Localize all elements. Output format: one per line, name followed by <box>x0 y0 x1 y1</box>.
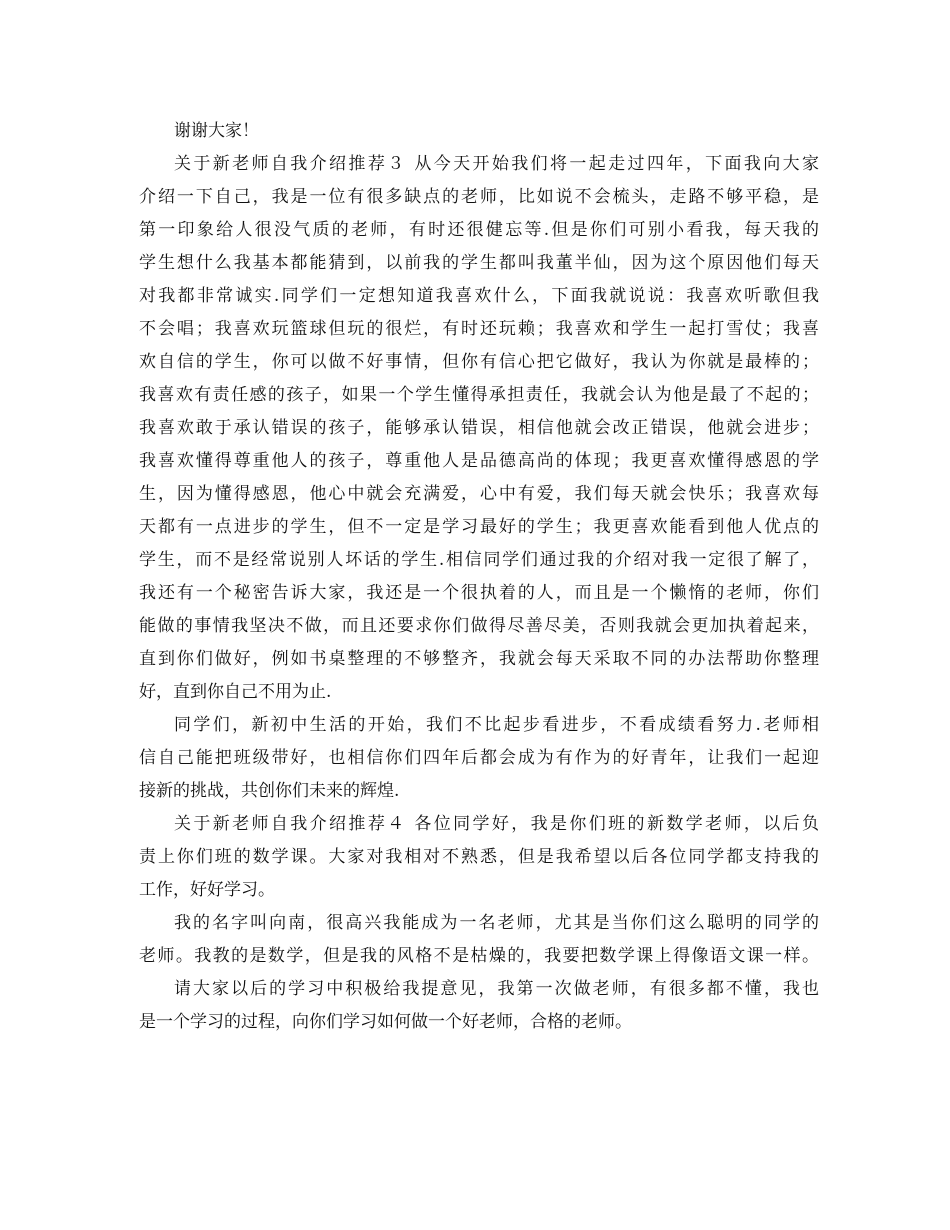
text-line: 生，因为懂得感恩，他心中就会充满爱，心中有爱，我们每天就会快乐；我喜欢每 <box>139 484 819 504</box>
text-line: 接新的挑战，共创你们未来的辉煌. <box>139 781 400 801</box>
text-line: 能做的事情我坚决不做，而且还要求你们做得尽善尽美，否则我就会更加执着起来， <box>139 616 819 636</box>
paragraph-start-line: 请大家以后的学习中积极给我提意见，我第一次做老师，有很多都不懂，我也 <box>174 979 819 999</box>
text-line: 我喜欢懂得尊重他人的孩子，尊重他人是品德高尚的体现；我更喜欢懂得感恩的学 <box>139 451 819 471</box>
text-line: 好，直到你自己不用为止. <box>139 682 332 702</box>
text-line: 老师。我教的是数学，但是我的风格不是枯燥的，我要把数学课上得像语文课一样。 <box>139 946 819 966</box>
paragraph-start-line: 我的名字叫向南，很高兴我能成为一名老师，尤其是当你们这么聪明的同学的 <box>174 913 819 933</box>
text-line: 是一个学习的过程，向你们学习如何做一个好老师，合格的老师。 <box>139 1012 632 1032</box>
text-line: 介绍一下自己，我是一位有很多缺点的老师，比如说不会梳头，走路不够平稳，是 <box>139 187 819 207</box>
text-line: 我喜欢敢于承认错误的孩子，能够承认错误，相信他就会改正错误，他就会进步； <box>139 418 819 438</box>
text-line: 工作，好好学习。 <box>139 880 275 900</box>
paragraph-start-line: 关于新老师自我介绍推荐３ 从今天开始我们将一起走过四年，下面我向大家 <box>174 154 819 174</box>
text-line: 对我都非常诚实.同学们一定想知道我喜欢什么，下面我就说说：我喜欢听歌但我 <box>139 286 819 306</box>
text-line: 谢谢大家！ <box>174 121 259 141</box>
text-line: 天都有一点进步的学生，但不一定是学习最好的学生；我更喜欢能看到他人优点的 <box>139 517 819 537</box>
text-line: 学生想什么我基本都能猜到，以前我的学生都叫我董半仙，因为这个原因他们每天 <box>139 253 819 273</box>
paragraph-start-line: 同学们，新初中生活的开始，我们不比起步看进步，不看成绩看努力.老师相 <box>174 715 819 735</box>
text-line: 我喜欢有责任感的孩子，如果一个学生懂得承担责任，我就会认为他是最了不起的； <box>139 385 819 405</box>
text-line: 不会唱；我喜欢玩篮球但玩的很烂，有时还玩赖；我喜欢和学生一起打雪仗；我喜 <box>139 319 819 339</box>
paragraph-start-line: 关于新老师自我介绍推荐４ 各位同学好，我是你们班的新数学老师，以后负 <box>174 814 819 834</box>
text-line: 我还有一个秘密告诉大家，我还是一个很执着的人，而且是一个懒惰的老师，你们 <box>139 583 819 603</box>
text-line: 学生，而不是经常说别人坏话的学生.相信同学们通过我的介绍对我一定很了解了， <box>139 550 819 570</box>
text-line: 欢自信的学生，你可以做不好事情，但你有信心把它做好，我认为你就是最棒的； <box>139 352 819 372</box>
text-line: 责上你们班的数学课。大家对我相对不熟悉，但是我希望以后各位同学都支持我的 <box>139 847 819 867</box>
text-line: 第一印象给人很没气质的老师，有时还很健忘等.但是你们可别小看我，每天我的 <box>139 220 819 240</box>
text-line: 信自己能把班级带好，也相信你们四年后都会成为有作为的好青年，让我们一起迎 <box>139 748 819 768</box>
text-line: 直到你们做好，例如书桌整理的不够整齐，我就会每天采取不同的办法帮助你整理 <box>139 649 819 669</box>
